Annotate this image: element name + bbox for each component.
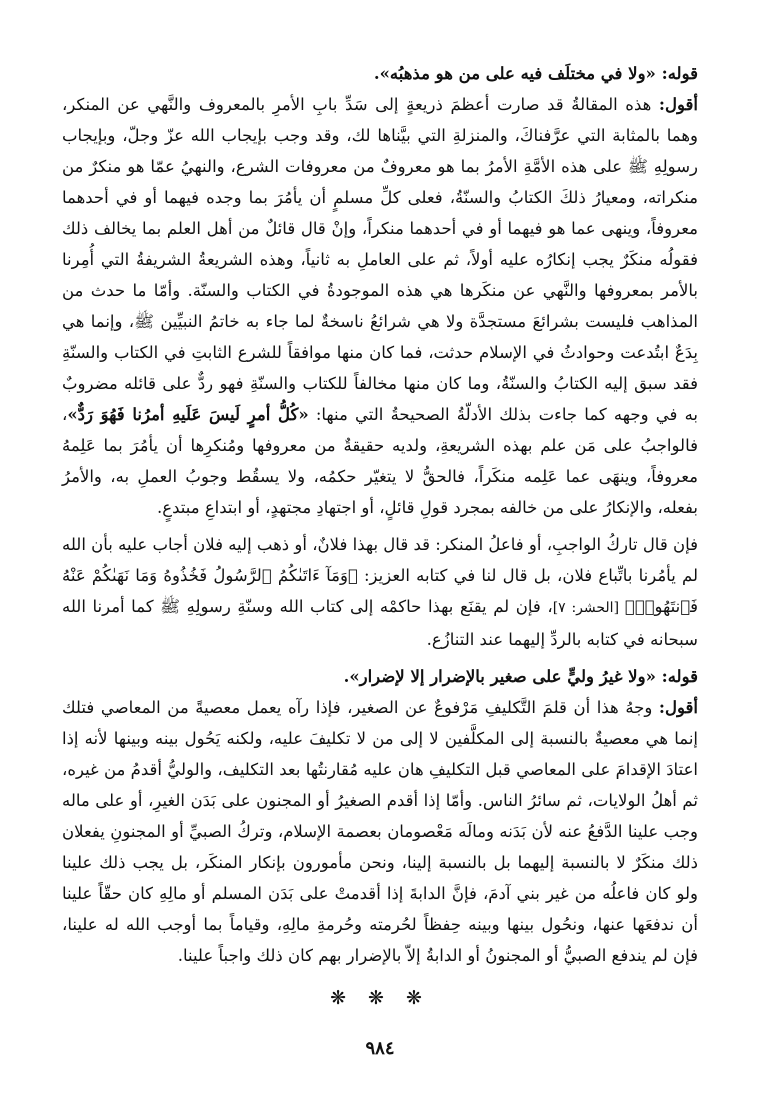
commentary-text: فإن قال تاركُ الواجبِ، أو فاعلُ المنكر: قد قال بهذا فلانٌ، أو ذهب إليه فلان أجاب عليه بأن الله لم يأمُرنا باتِّباع فلان، بل قال لنا في كتابه العزيز:: [62, 535, 698, 585]
commentary-paragraph-1: [62, 89, 698, 523]
quote-heading-1: قوله: «ولا في مختلَف فيه على من هو مذهبُه».: [373, 64, 698, 83]
commentary-text: ، فإن لم يقنَع بهذا حاكمْه إلى كتاب الله وسنّةِ رسولِهِ ﷺ كما أمرنا الله سبحانه في كتابه بالردِّ إليهما عند التنازُع.: [62, 597, 698, 649]
commentary-paragraph-2: [62, 529, 698, 655]
commentary-paragraph-3: [62, 692, 698, 971]
section-divider-ornament: ❋ ❋ ❋: [330, 987, 430, 1009]
commentary-text: هذه المقالةُ قد صارت أعظمَ ذريعةٍ إلى سَدِّ بابِ الأمرِ بالمعروف والنَّهي عن المنكر، وهما بالمثابة التي عرَّفناكَ، والمنزلةِ التي بيَّناها لك، وقد وجب بإيجاب الله عزّ وجلّ، وبإيجاب رسولِهِ ﷺ على هذه الأمَّةِ الأمرُ بما هو معروفٌ من معروفات الشرع، والنهيُ عمّا هو منكرٌ من منكراته، ومعيارُ ذلكَ الكتابُ والسنّةُ، فعلى كلِّ مسلمٍ أن يأمُرَ بما وجده فيهما أو في أحدهما معروفاً، وينهى عما هو فيهما أو في أحدهما منكراً، وإنْ قال قائلٌ من أهل العلم بما يخالف ذلك فقولُه منكَرٌ يجب إنكارُه عليه أولاً، ثم على العاملِ به ثانياً، وهذه الشريعةُ الشريفةُ التي أُمِرنا بالأمر بمعروفها والنَّهي عن منكَرها هي هذه الموجودةُ في الكتاب والسنّة. وأمّا ما حدث من المذاهب فليست بشرائعَ مستجدَّة ولا هي شرائعُ ناسخةٌ لما جاء به خاتمُ النبيِّين ﷺ، وإنما هي بِدَعٌ ابتُدعت وحوادثُ في الإسلام حدثت، فما كان منها موافقاً للشرع الثابتِ في الكتاب والسنّةِ فقد سبق إليه الكتابُ والسنّةُ، وما كان منها مخالفاً للكتاب والسنّةِ فهو ردٌّ على قائله مضروبٌ به في وجهه كما جاءت بذلك الأدلّةُ الصحيحةُ التي منها:: [62, 95, 699, 424]
hadith-quote: «كُلُّ أمرٍ لَيسَ عَلَيهِ أمرُنا فَهُوَ رَدٌّ»: [67, 405, 309, 424]
aqul-label: أقول:: [658, 95, 698, 114]
quote-heading-2: قوله: «ولا غيرُ وليٍّ على صغير بالإضرار إلا لإضرار».: [343, 667, 698, 686]
verse-reference: [الحشر: ٧]: [552, 600, 625, 616]
aqul-label: أقول:: [658, 698, 698, 717]
commentary-text: ، فالواجبُ على مَن علم بهذه الشريعةِ، ولديه حقيقةٌ من معروفها ومُنكرِها أن يأمُرَ بما عَلِمهُ معروفاً، وينهَى عما عَلِمه منكَراً، فالحقُّ لا يتغيّر حكمُه، ولا يسقُط وجوبُ العملِ به، والأمرُ بفعله، والإنكارُ على من خالفه بمجرد قولِ قائلٍ، أو اجتهادِ مجتهدٍ، أو ابتداعِ مبتدعٍ.: [62, 405, 698, 517]
page-number: ٩٨٤: [365, 1038, 395, 1059]
commentary-text: وجهُ هذا أن قلمَ التَّكليفِ مَرْفوعٌ عن الصغير، فإذا رآه يعمل معصيةً من المعاصي فتلك إنما هي معصيةٌ بالنسبة إلى المكلَّفين لا إلى من لا تكليفَ عليه، ولكنه يَحُول بينه وبينها لأنه إذا اعتادَ الإقدامَ على المعاصي قبل التكليفِ هان عليه مُقارنتُها بعد التكليف، والوليُّ أقدمُ من غيره، ثم أهلُ الولايات، ثم سائرُ الناس. وأمّا إذا أقدم الصغيرُ أو المجنون على بَدَن الغيرِ، أو على ماله وجب علينا الدَّفعُ عنه لأن بَدَنه ومالَه مَعْصومان بعصمة الإسلام، وتركُ الصبيِّ أو المجنونِ يفعلان ذلك منكَرٌ لا بالنسبة إليهما بل بالنسبة إلينا، ونحن مأمورون بإنكار المنكَر، بل يجب ذلك علينا ولو كان فاعلُه من غير بني آدمَ، فإنَّ الدابةَ إذا أقدمتْ على بَدَن المسلم أو مالِهِ كان حقّاً علينا أن ندفعَها عنها، ونحُول بينها وبينه حِفظاً لحُرمته وحُرمةِ مالِهِ، وقياماً بما أوجب الله له علينا، فإن لم يندفع الصبيُّ أو المجنونُ أو الدابةُ إلاّ بالإضرار بهم كان ذلك واجباً علينا.: [62, 698, 698, 965]
quran-verse: ﴿وَمَآ ءَاتَىٰكُمُ ٱلرَّسُولُ فَخُذُوهُ وَمَا نَهَىٰكُمْ عَنْهُ فَٱنتَهُوا۟﴾: [62, 566, 698, 616]
